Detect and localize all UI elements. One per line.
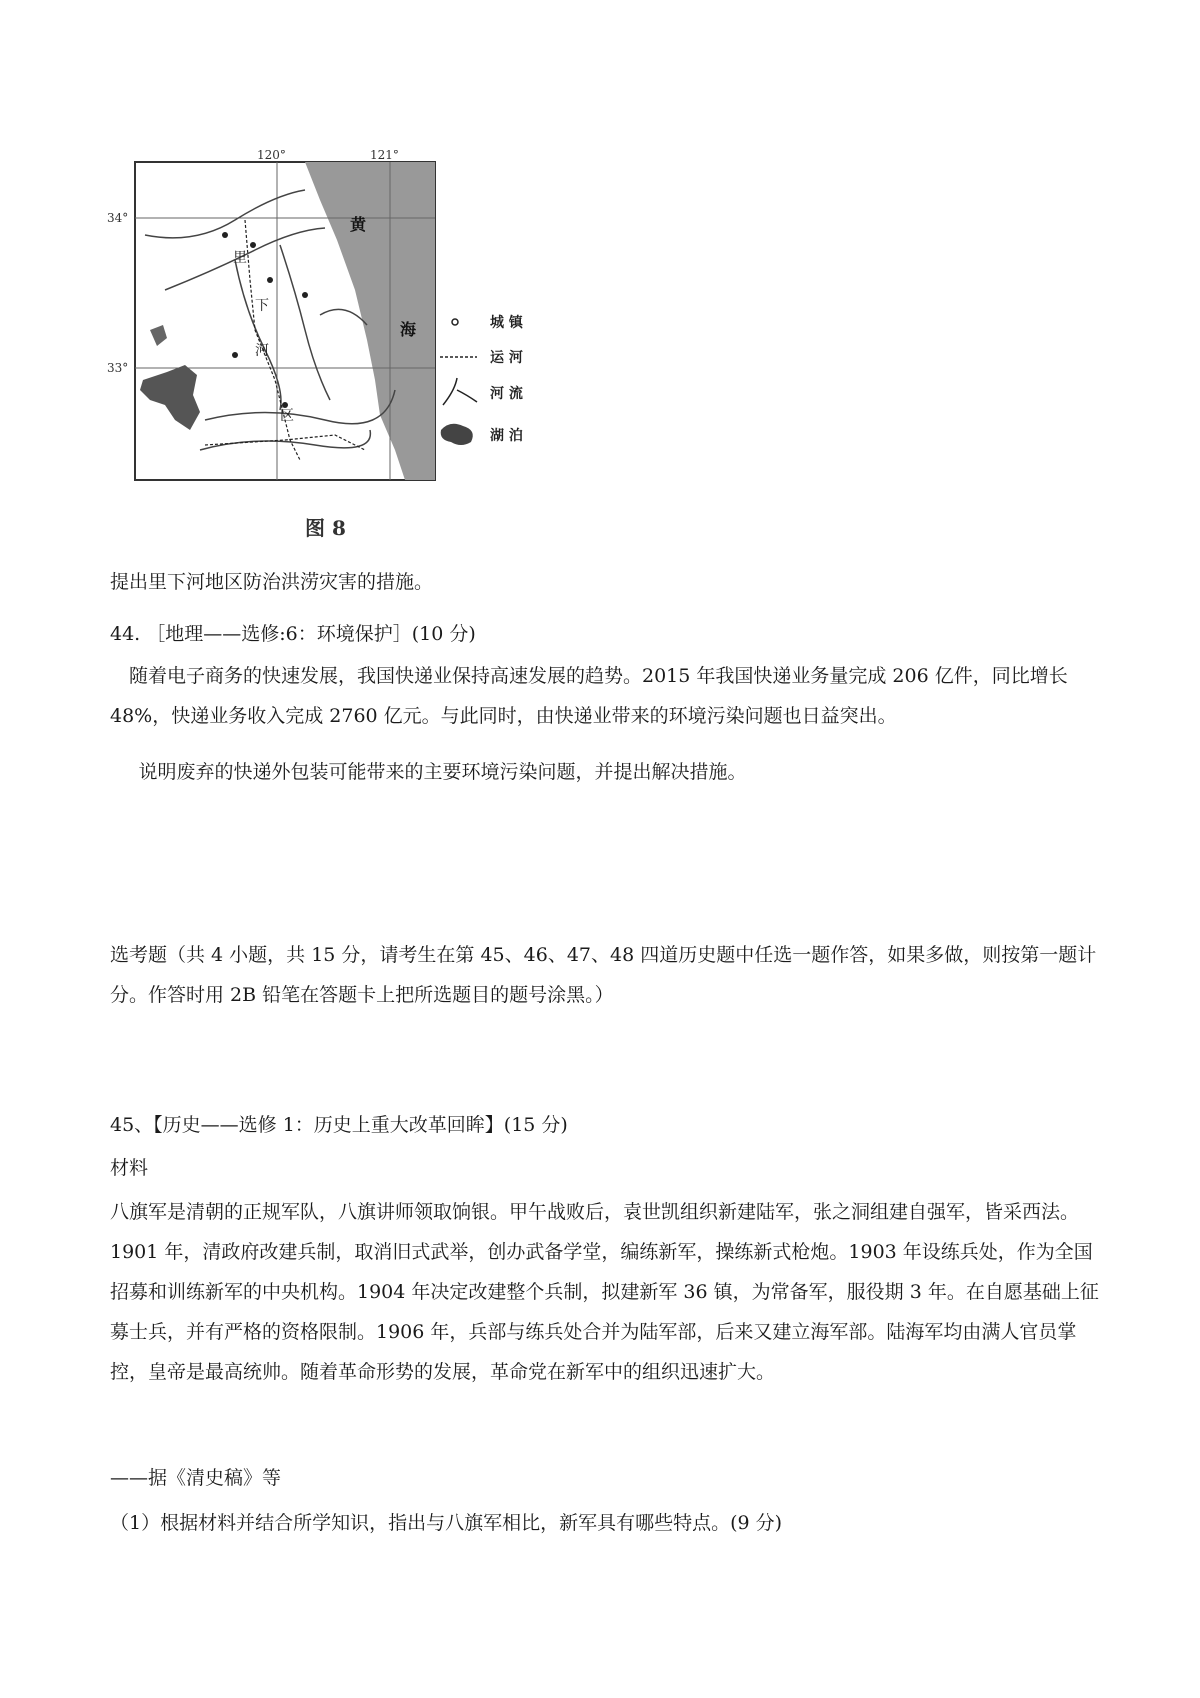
lon-label-120: 120°: [257, 150, 286, 162]
q45-sub1: （1）根据材料并结合所学知识，指出与八旗军相比，新军具有哪些特点。(9 分): [110, 1512, 783, 1534]
sea-label-hai: 海: [400, 320, 417, 339]
sea-label-huang: 黄: [350, 215, 367, 234]
legend-lake-label: 湖 泊: [490, 428, 523, 444]
map-figure: [105, 150, 605, 545]
town-dot: [222, 232, 228, 238]
lat-label-34: 34°: [107, 211, 129, 225]
legend-canal-label: 运 河: [490, 350, 523, 366]
q45-source: ——据《清史稿》等: [110, 1467, 282, 1489]
q44-header: 44. ［地理——选修:6：环境保护］(10 分): [110, 623, 476, 645]
region-label-xia: 下: [255, 298, 269, 314]
region-label-he: 河: [255, 343, 269, 359]
q45-material: 八旗军是清朝的正规军队，八旗讲师领取饷银。甲午战败后，袁世凯组织新建陆军，张之洞组建自强军，皆采西法。1901 年，清政府改建兵制，取消旧式武举，创办武备学堂，编练新军，操练新式枪炮。1903 年设练兵处，作为全国招募和训练新军的中央机构。1904 年决定改建整个兵制，拟建新军 36 镇，为常备军，服役期 3 年。在自愿基础上征募士兵，并有严格的资格限制。1906 年，兵部与练兵处合并为陆军部，后来又建立海军部。陆海军均由满人官员掌控，皇帝是最高统帅。随着革命形势的发展，革命党在新军中的组织迅速扩大。: [110, 1201, 1099, 1383]
legend-river-label: 河 流: [490, 386, 523, 402]
town-dot: [267, 277, 273, 283]
legend-town-label: 城 镇: [490, 315, 523, 331]
q43-question-text: 提出里下河地区防治洪涝灾害的措施。: [110, 571, 434, 593]
section-note: 选考题（共 4 小题，共 15 分，请考生在第 45、46、47、48 四道历史题中任选一题作答，如果多做，则按第一题计分。作答时用 2B 铅笔在答题卡上把所选题目的题号涂黑。）: [110, 944, 1097, 1006]
q45-header: 45、【历史——选修 1：历史上重大改革回眸】(15 分): [110, 1114, 568, 1136]
legend-river-symbol: [443, 378, 477, 405]
town-dot: [302, 292, 308, 298]
legend-town-symbol: [452, 319, 458, 325]
q44-question: 说明废弃的快递外包装可能带来的主要环境污染问题，并提出解决措施。: [138, 761, 747, 783]
q45-material-label: 材料: [110, 1157, 149, 1179]
town-dot: [250, 242, 256, 248]
region-label-li: 里: [233, 250, 247, 266]
figure-caption: 图 8: [305, 516, 346, 540]
region-label-qu: 区: [280, 408, 294, 424]
lat-label-33: 33°: [107, 361, 129, 375]
map-svg: [105, 150, 605, 545]
town-dot: [232, 352, 238, 358]
lon-label-121: 121°: [370, 150, 399, 162]
legend-lake-symbol: [441, 424, 473, 445]
q44-body: 随着电子商务的快速发展，我国快递业保持高速发展的趋势。2015 年我国快递业务量完成 206 亿件，同比增长 48%，快递业务收入完成 2760 亿元。与此同时，由快递业带来的环境污染问题也日益突出。: [110, 665, 1068, 727]
